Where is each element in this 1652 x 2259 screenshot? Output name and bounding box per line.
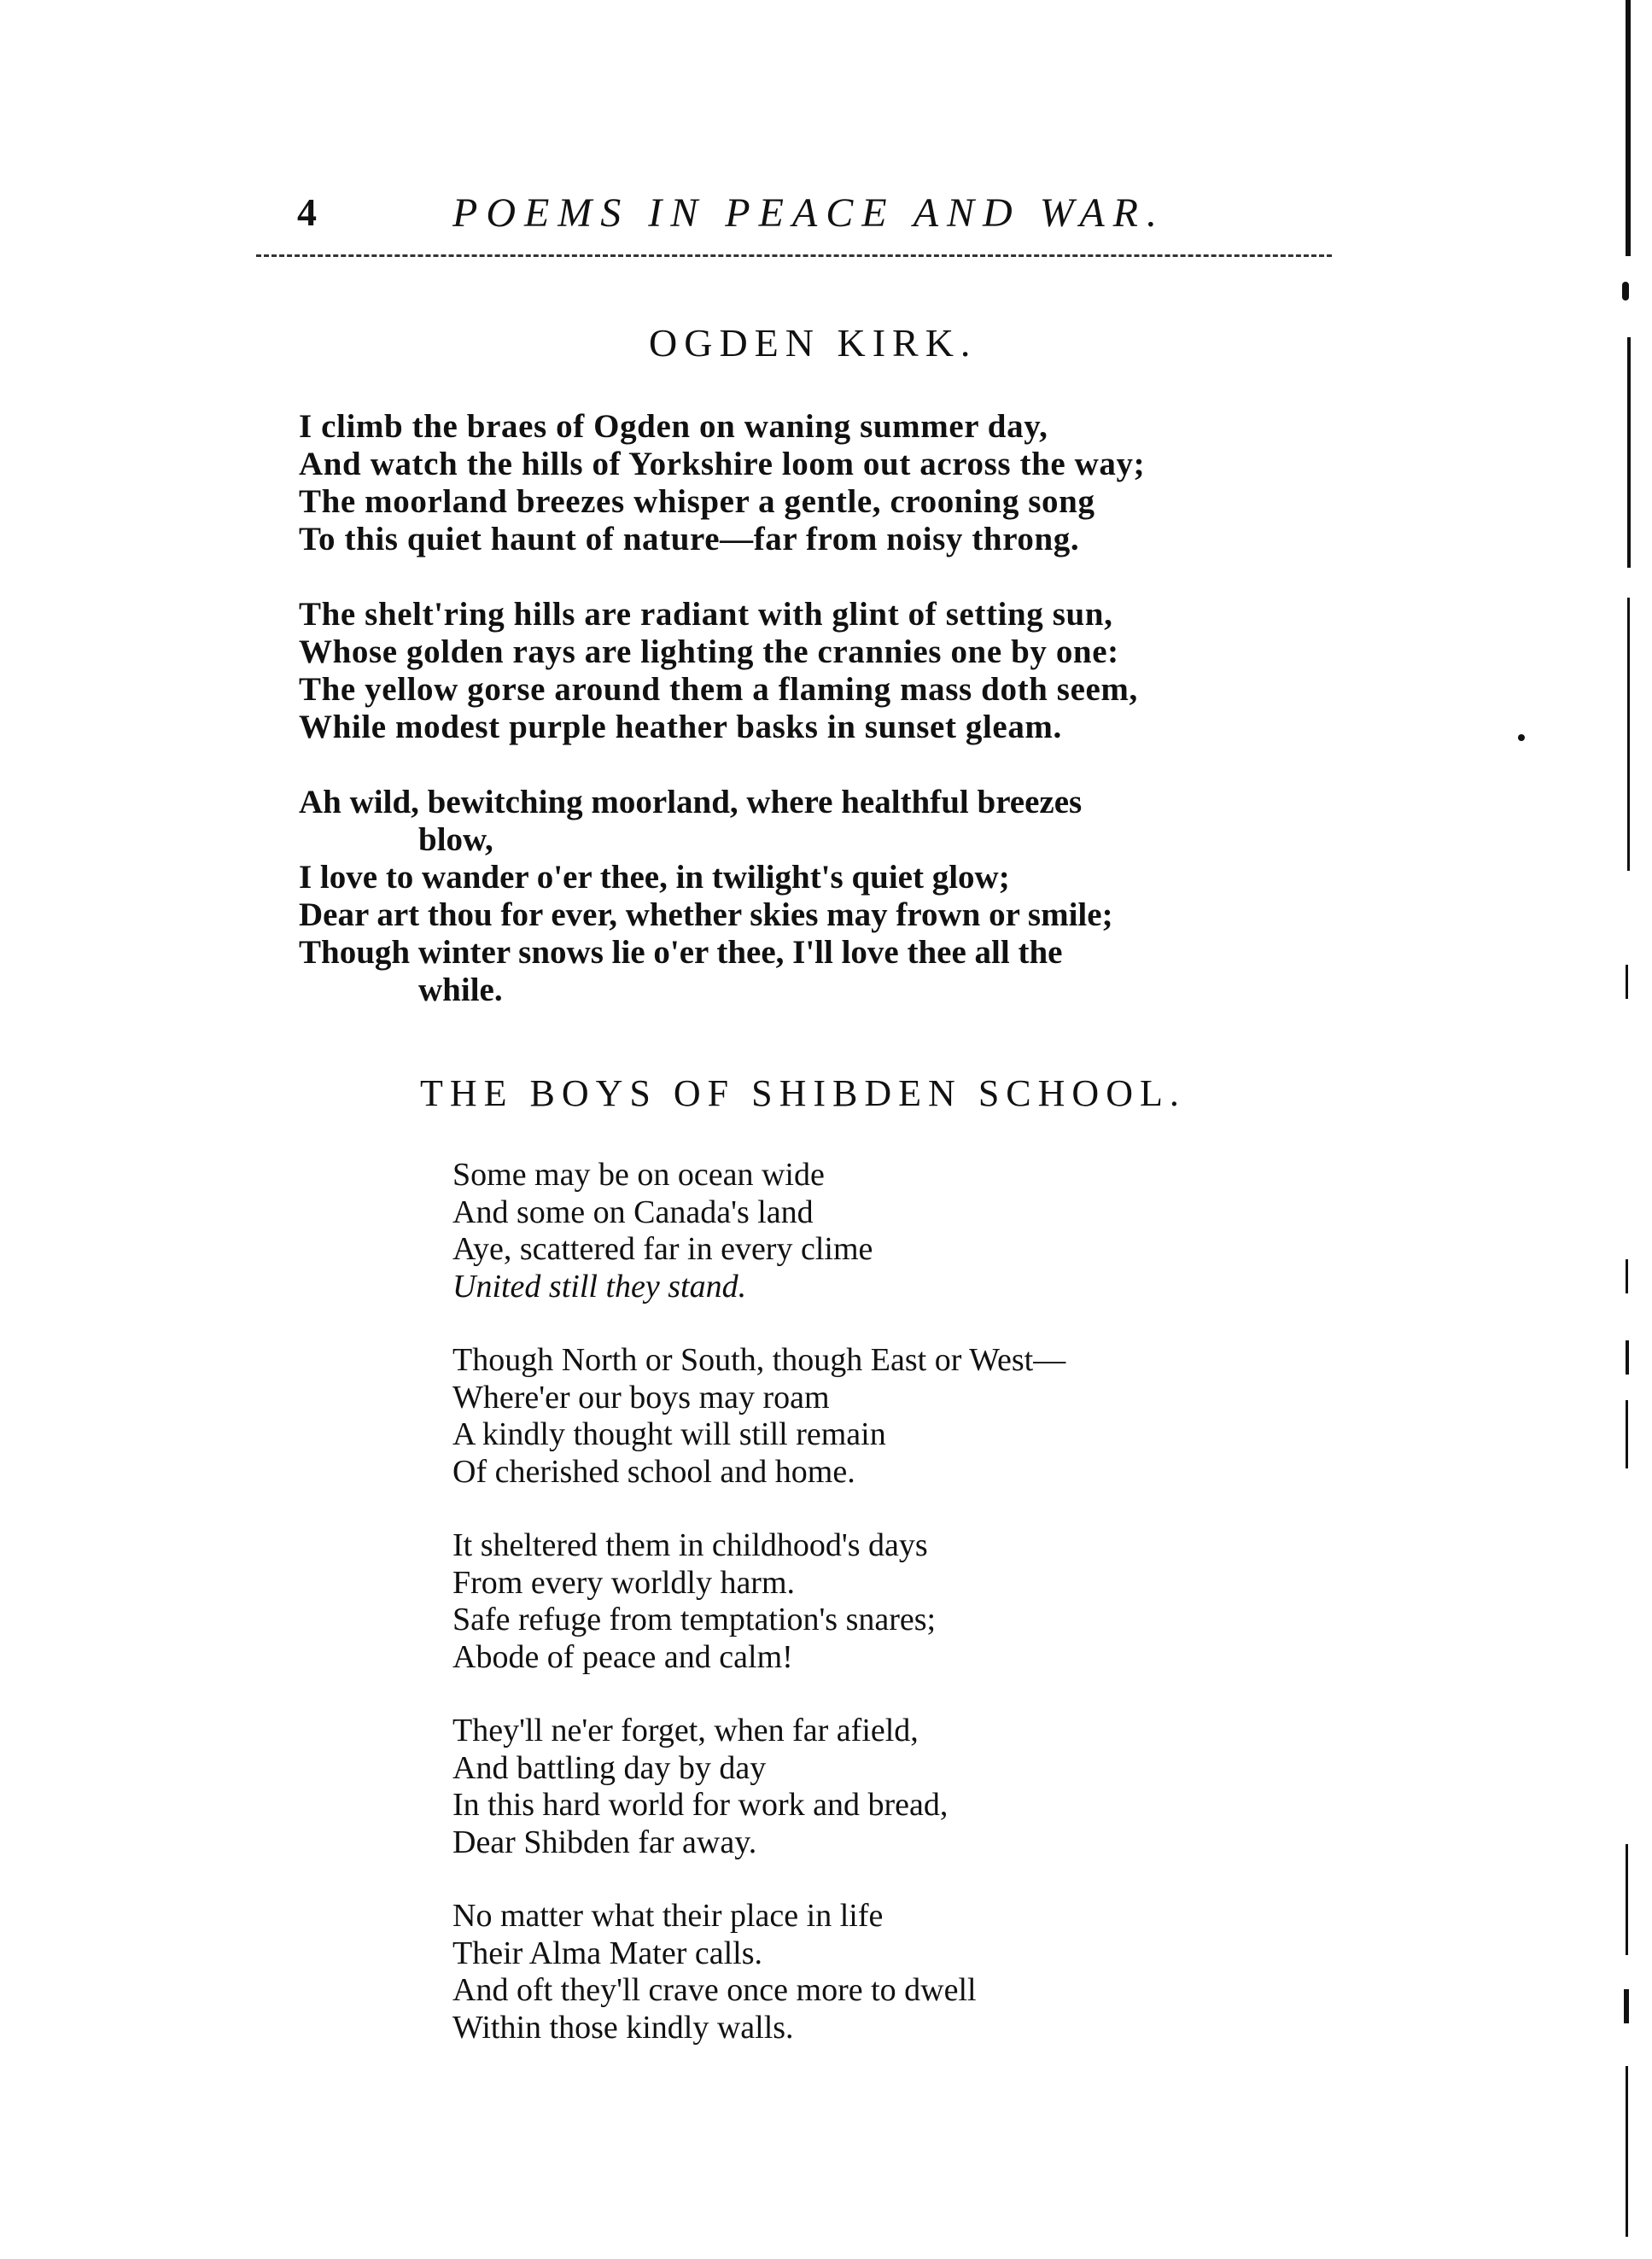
verse-line: United still they stand. [452, 1268, 747, 1305]
verse-line: Though North or South, though East or West— [452, 1342, 1066, 1378]
verse-line: They'll ne'er forget, when far afield, [452, 1713, 919, 1748]
verse-line: Of cherished school and home. [452, 1453, 855, 1490]
verse-line: It sheltered them in childhood's days [452, 1527, 928, 1563]
scan-edge-mark [1626, 1259, 1628, 1293]
verse-line: I love to wander o'er thee, in twilight's quiet glow; [299, 859, 1010, 896]
verse-line: Whose golden rays are lighting the crannies one by one: [299, 633, 1119, 670]
verse-line: A kindly thought will still remain [452, 1416, 886, 1452]
poem-ogden-kirk [299, 408, 1336, 1009]
verse-line: Safe refuge from temptation's snares; [452, 1602, 937, 1637]
poem-title-shibden-school: THE BOYS OF SHIBDEN SCHOOL. [420, 1072, 1186, 1114]
verse-line-continuation: blow, [418, 821, 493, 858]
verse-line: From every worldly harm. [452, 1564, 796, 1601]
verse-line: No matter what their place in life [452, 1898, 884, 1934]
header-rule [256, 254, 1332, 257]
scan-edge-mark [1626, 2066, 1628, 2237]
running-title: POEMS IN PEACE AND WAR. [452, 190, 1165, 236]
scan-edge-mark [1626, 1400, 1628, 1468]
verse-line-continuation: while. [418, 972, 503, 1008]
scan-edge-mark [1627, 598, 1630, 871]
stanza [299, 596, 1336, 746]
scan-edge-mark [1626, 1844, 1628, 1955]
verse-line: Though winter snows lie o'er thee, I'll love thee all the [299, 934, 1063, 971]
verse-line: Abode of peace and calm! [452, 1638, 793, 1675]
stanza [299, 784, 1336, 1009]
scan-edge-mark [1627, 337, 1631, 568]
verse-line: I climb the braes of Ogden on waning summer day, [299, 408, 1048, 445]
verse-line: In this hard world for work and bread, [452, 1787, 949, 1823]
verse-line: And some on Canada's land [452, 1194, 814, 1230]
verse-line: Some may be on ocean wide [452, 1157, 825, 1193]
scan-edge-mark [1518, 734, 1525, 741]
verse-line: Dear art thou for ever, whether skies may frown or smile; [299, 896, 1113, 933]
page-number: 4 [297, 190, 317, 234]
verse-line: The yellow gorse around them a flaming mass doth seem, [299, 671, 1138, 708]
verse-line: The shelt'ring hills are radiant with glint of setting sun, [299, 596, 1113, 633]
verse-line: Their Alma Mater calls. [452, 1935, 762, 1971]
stanza [452, 1527, 1357, 1676]
verse-line: And watch the hills of Yorkshire loom out across the way; [299, 446, 1146, 482]
scan-edge-mark [1626, 0, 1631, 256]
verse-line: Dear Shibden far away. [452, 1824, 757, 1860]
stanza [452, 1898, 1357, 2046]
page-header [290, 190, 1336, 249]
verse-line: While modest purple heather basks in sunset gleam. [299, 709, 1062, 745]
poem-title-ogden-kirk: OGDEN KIRK. [649, 321, 978, 365]
scan-edge-mark [1626, 965, 1628, 999]
verse-line: Within those kindly walls. [452, 2009, 794, 2046]
stanza [299, 408, 1336, 558]
scan-edge-mark [1626, 1340, 1629, 1375]
verse-line: And oft they'll crave once more to dwell [452, 1972, 977, 2008]
scan-edge-mark [1622, 282, 1629, 301]
verse-line: Aye, scattered far in every clime [452, 1231, 873, 1267]
scan-edge-mark [1624, 1989, 1629, 2023]
verse-line: The moorland breezes whisper a gentle, crooning song [299, 483, 1095, 520]
stanza [452, 1342, 1357, 1491]
poem-shibden-school [452, 1157, 1357, 2046]
stanza [452, 1157, 1357, 1305]
verse-line: To this quiet haunt of nature—far from noisy throng. [299, 521, 1080, 557]
verse-line: Ah wild, bewitching moorland, where healthful breezes [299, 784, 1083, 820]
verse-line: Where'er our boys may roam [452, 1379, 830, 1416]
verse-line: And battling day by day [452, 1749, 767, 1786]
stanza [452, 1713, 1357, 1861]
